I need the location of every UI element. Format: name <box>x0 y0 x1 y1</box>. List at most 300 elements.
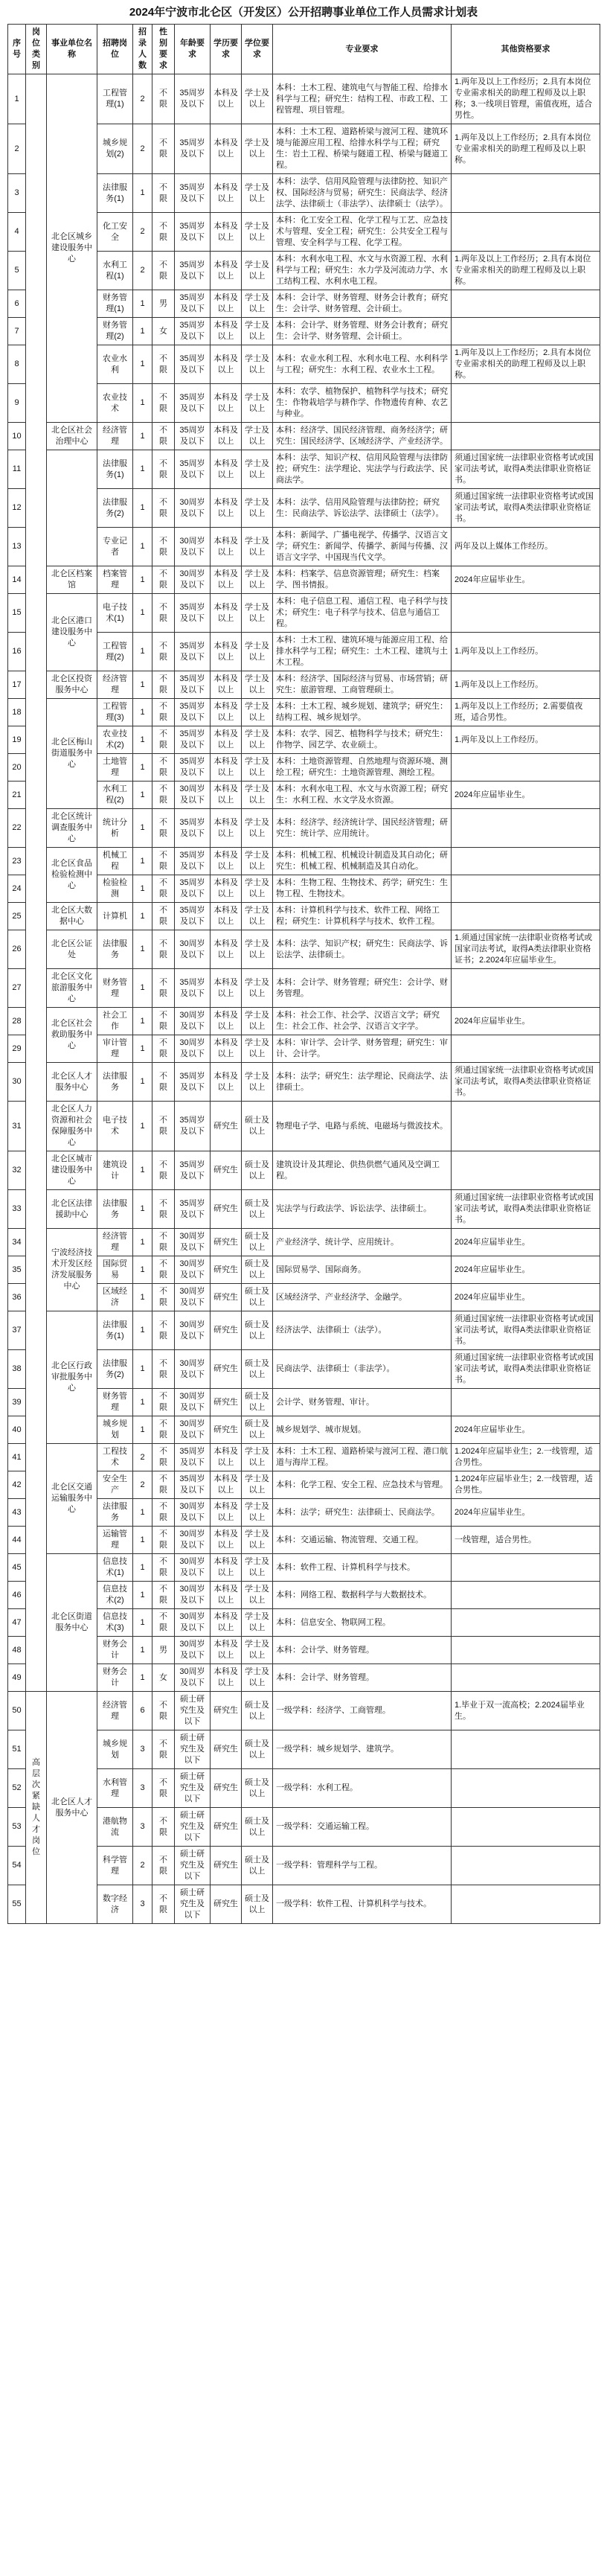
cell-age: 30周岁及以下 <box>175 782 211 809</box>
cell-education: 本科及以上 <box>211 633 242 671</box>
table-row <box>8 1471 600 1499</box>
cell-unit: 北仑区法律援助中心 <box>47 1190 97 1229</box>
cell-education: 本科及以上 <box>211 809 242 848</box>
cell-post: 法律服务(1) <box>97 174 133 213</box>
cell-degree: 学士及以上 <box>242 1471 273 1499</box>
cell-age: 35周岁及以下 <box>175 174 211 213</box>
cell-count: 1 <box>133 671 152 699</box>
cell-post: 水利工程(1) <box>97 252 133 290</box>
table-row <box>8 1063 600 1102</box>
cell-education: 本科及以上 <box>211 174 242 213</box>
table-row <box>8 1035 600 1063</box>
cell-count: 2 <box>133 74 152 124</box>
cell-age: 30周岁及以下 <box>175 1350 211 1389</box>
cell-sex: 不限 <box>152 848 175 875</box>
cell-category: 高层次紧缺人才岗位 <box>26 1692 47 1924</box>
cell-post: 工程管理(2) <box>97 633 133 671</box>
cell-education: 本科及以上 <box>211 1609 242 1637</box>
cell-degree: 硕士及以上 <box>242 1847 273 1885</box>
cell-education: 本科及以上 <box>211 930 242 969</box>
cell-count: 3 <box>133 1885 152 1924</box>
cell-major: 一级学科：软件工程、计算机科学与技术。 <box>273 1885 452 1924</box>
cell-post: 财务管理 <box>97 969 133 1008</box>
cell-unit: 北仑区社会救助服务中心 <box>47 1008 97 1063</box>
cell-other <box>452 594 600 633</box>
cell-post: 法律服务(2) <box>97 489 133 528</box>
cell-education: 研究生 <box>211 1151 242 1190</box>
cell-count: 1 <box>133 489 152 528</box>
cell-no: 24 <box>8 875 26 903</box>
cell-other <box>452 1582 600 1609</box>
cell-education: 本科及以上 <box>211 345 242 384</box>
cell-other <box>452 1885 600 1924</box>
cell-major: 一级学科：交通运输工程。 <box>273 1808 452 1847</box>
cell-degree: 学士及以上 <box>242 726 273 754</box>
table-row <box>8 1416 600 1444</box>
table-row <box>8 489 600 528</box>
cell-degree: 学士及以上 <box>242 174 273 213</box>
cell-age: 30周岁及以下 <box>175 1311 211 1350</box>
cell-unit: 北仑区档案馆 <box>47 566 97 594</box>
cell-major: 本科：法学、信用风险管理与法律防控；研究生：民商法学、诉讼法学、法律硕士（法学）。 <box>273 489 452 528</box>
cell-sex: 不限 <box>152 1885 175 1924</box>
cell-sex: 不限 <box>152 1389 175 1416</box>
cell-no: 54 <box>8 1847 26 1885</box>
cell-no: 2 <box>8 124 26 174</box>
cell-sex: 不限 <box>152 423 175 450</box>
cell-no: 11 <box>8 450 26 489</box>
cell-education: 本科及以上 <box>211 1554 242 1582</box>
cell-count: 1 <box>133 848 152 875</box>
cell-post: 专业记者 <box>97 528 133 566</box>
cell-education: 本科及以上 <box>211 903 242 930</box>
cell-other <box>452 754 600 782</box>
cell-other <box>452 809 600 848</box>
cell-sex: 不限 <box>152 1035 175 1063</box>
cell-other: 一线管理，适合男性。 <box>452 1527 600 1554</box>
cell-other: 2024年应届毕业生。 <box>452 782 600 809</box>
cell-count: 1 <box>133 345 152 384</box>
cell-no: 49 <box>8 1664 26 1692</box>
cell-age: 硕士研究生及以下 <box>175 1847 211 1885</box>
cell-age: 35周岁及以下 <box>175 1151 211 1190</box>
cell-degree: 学士及以上 <box>242 1664 273 1692</box>
table-header-row <box>8 25 600 74</box>
cell-degree: 学士及以上 <box>242 528 273 566</box>
cell-unit: 宁波经济技术开发区经济发展服务中心 <box>47 1229 97 1311</box>
cell-no: 43 <box>8 1499 26 1527</box>
cell-unit: 北仑区街道服务中心 <box>47 1554 97 1692</box>
cell-unit: 北仑区统计调查服务中心 <box>47 809 97 848</box>
cell-count: 2 <box>133 213 152 252</box>
cell-post: 法律服务 <box>97 930 133 969</box>
cell-no: 41 <box>8 1444 26 1471</box>
table-row <box>8 1284 600 1311</box>
cell-age: 35周岁及以下 <box>175 848 211 875</box>
table-row <box>8 174 600 213</box>
cell-education: 本科及以上 <box>211 252 242 290</box>
cell-count: 1 <box>133 1389 152 1416</box>
cell-age: 硕士研究生及以下 <box>175 1730 211 1769</box>
cell-other: 2024年应届毕业生。 <box>452 1008 600 1035</box>
cell-no: 33 <box>8 1190 26 1229</box>
cell-count: 6 <box>133 1692 152 1730</box>
cell-no: 42 <box>8 1471 26 1499</box>
cell-major: 本科：土木工程、建筑电气与智能工程、给排水科学与工程；研究生：结构工程、市政工程、工程管理、项目管理。 <box>273 74 452 124</box>
cell-major: 区域经济学、产业经济学、金融学。 <box>273 1284 452 1311</box>
table-row <box>8 1008 600 1035</box>
cell-no: 9 <box>8 384 26 423</box>
table-row <box>8 252 600 290</box>
header-age: 年龄要求 <box>175 25 211 74</box>
cell-other: 2024年应届毕业生。 <box>452 1284 600 1311</box>
cell-other <box>452 1664 600 1692</box>
table-row <box>8 1847 600 1885</box>
cell-education: 本科及以上 <box>211 1035 242 1063</box>
cell-count: 1 <box>133 290 152 318</box>
cell-age: 35周岁及以下 <box>175 1063 211 1102</box>
cell-no: 37 <box>8 1311 26 1350</box>
cell-no: 55 <box>8 1885 26 1924</box>
cell-age: 硕士研究生及以下 <box>175 1769 211 1808</box>
cell-count: 3 <box>133 1730 152 1769</box>
table-row <box>8 1256 600 1284</box>
cell-major: 宪法学与行政法学、诉讼法学、法律硕士。 <box>273 1190 452 1229</box>
cell-sex: 不限 <box>152 1190 175 1229</box>
cell-count: 1 <box>133 594 152 633</box>
table-row <box>8 1102 600 1151</box>
cell-degree: 硕士及以上 <box>242 1692 273 1730</box>
cell-other <box>452 213 600 252</box>
table-row <box>8 1311 600 1350</box>
cell-no: 22 <box>8 809 26 848</box>
cell-major: 本科：农学、植物保护、植物科学与技术；研究生：作物栽培学与耕作学、作物遗传育种、农艺与种业。 <box>273 384 452 423</box>
cell-no: 4 <box>8 213 26 252</box>
cell-degree: 学士及以上 <box>242 848 273 875</box>
table-row <box>8 318 600 345</box>
cell-age: 35周岁及以下 <box>175 74 211 124</box>
cell-education: 本科及以上 <box>211 1444 242 1471</box>
cell-education: 研究生 <box>211 1692 242 1730</box>
cell-post: 法律服务 <box>97 1190 133 1229</box>
cell-sex: 不限 <box>152 1847 175 1885</box>
cell-no: 51 <box>8 1730 26 1769</box>
cell-other: 1.两年及以上工作经历；2.具有本岗位专业需求相关的助理工程师及以上职称。 <box>452 345 600 384</box>
cell-age: 35周岁及以下 <box>175 384 211 423</box>
cell-count: 1 <box>133 809 152 848</box>
cell-post: 经济管理 <box>97 1692 133 1730</box>
cell-major: 本科：土木工程、道路桥梁与渡河工程、港口航道与海岸工程。 <box>273 1444 452 1471</box>
cell-major: 本科：土地资源管理、自然地理与资源环境、测绘工程；研究生：土地资源管理、测绘工程。 <box>273 754 452 782</box>
cell-no: 23 <box>8 848 26 875</box>
cell-other <box>452 903 600 930</box>
cell-no: 10 <box>8 423 26 450</box>
cell-no: 53 <box>8 1808 26 1847</box>
cell-no: 32 <box>8 1151 26 1190</box>
table-row <box>8 450 600 489</box>
cell-sex: 不限 <box>152 1527 175 1554</box>
cell-education: 本科及以上 <box>211 848 242 875</box>
cell-major: 一级学科：经济学、工商管理。 <box>273 1692 452 1730</box>
table-row <box>8 969 600 1008</box>
cell-no: 27 <box>8 969 26 1008</box>
cell-major: 本科：水利水电工程、水文与水资源工程；研究生：水利工程、水文学及水资源。 <box>273 782 452 809</box>
cell-major: 本科：土木工程、建筑环境与能源应用工程、给排水科学与工程；研究生：土木工程、建筑与土木工程。 <box>273 633 452 671</box>
table-row <box>8 699 600 726</box>
cell-major: 本科：经济学、国民经济管理、商务经济学；研究生：国民经济学、区域经济学、产业经济学。 <box>273 423 452 450</box>
cell-other <box>452 423 600 450</box>
cell-age: 30周岁及以下 <box>175 1256 211 1284</box>
cell-post: 城乡规划 <box>97 1416 133 1444</box>
cell-post: 信息技术(2) <box>97 1582 133 1609</box>
cell-unit: 北仑区港口建设服务中心 <box>47 594 97 671</box>
cell-degree: 学士及以上 <box>242 213 273 252</box>
cell-major: 本科：法学、知识产权、信用风险管理与法律防控；研究生：法学理论、宪法学与行政法学、民商法学。 <box>273 450 452 489</box>
cell-major: 本科：土木工程、城乡规划、建筑学；研究生：结构工程、城乡规划学。 <box>273 699 452 726</box>
cell-degree: 硕士及以上 <box>242 1284 273 1311</box>
cell-age: 35周岁及以下 <box>175 1102 211 1151</box>
cell-sex: 不限 <box>152 74 175 124</box>
cell-no: 12 <box>8 489 26 528</box>
cell-other <box>452 1035 600 1063</box>
table-row <box>8 1527 600 1554</box>
table-row <box>8 848 600 875</box>
cell-no: 40 <box>8 1416 26 1444</box>
cell-age: 35周岁及以下 <box>175 423 211 450</box>
cell-major: 本科：社会工作、社会学、汉语言文学；研究生：社会工作、社会学、汉语言文字学。 <box>273 1008 452 1035</box>
cell-other: 两年及以上媒体工作经历。 <box>452 528 600 566</box>
cell-post: 农业水利 <box>97 345 133 384</box>
cell-education: 本科及以上 <box>211 566 242 594</box>
cell-age: 35周岁及以下 <box>175 726 211 754</box>
cell-age: 30周岁及以下 <box>175 1499 211 1527</box>
cell-post: 法律服务 <box>97 1063 133 1102</box>
cell-count: 3 <box>133 1808 152 1847</box>
table-row <box>8 930 600 969</box>
cell-unit: 北仑区大数据中心 <box>47 903 97 930</box>
cell-other: 2024年应届毕业生。 <box>452 1229 600 1256</box>
cell-count: 1 <box>133 528 152 566</box>
cell-post: 财务会计 <box>97 1637 133 1664</box>
cell-unit: 北仑区公证处 <box>47 930 97 969</box>
cell-post: 区域经济 <box>97 1284 133 1311</box>
cell-degree: 硕士及以上 <box>242 1389 273 1416</box>
cell-other: 1.两年及以上工作经历；2.需要值夜班，适合男性。 <box>452 699 600 726</box>
cell-post: 工程管理(1) <box>97 74 133 124</box>
cell-sex: 女 <box>152 318 175 345</box>
cell-education: 本科及以上 <box>211 1471 242 1499</box>
cell-degree: 硕士及以上 <box>242 1256 273 1284</box>
cell-age: 30周岁及以下 <box>175 1035 211 1063</box>
cell-other <box>452 318 600 345</box>
cell-age: 30周岁及以下 <box>175 1554 211 1582</box>
cell-major: 一级学科：管理科学与工程。 <box>273 1847 452 1885</box>
cell-count: 1 <box>133 1035 152 1063</box>
cell-degree: 学士及以上 <box>242 1582 273 1609</box>
cell-post: 运输管理 <box>97 1527 133 1554</box>
cell-major: 本科：会计学、财务管理、财务会计教育；研究生：会计学、财务管理、会计硕士。 <box>273 318 452 345</box>
cell-age: 30周岁及以下 <box>175 1637 211 1664</box>
cell-education: 本科及以上 <box>211 124 242 174</box>
cell-major: 产业经济学、统计学、应用统计。 <box>273 1229 452 1256</box>
cell-other <box>452 1102 600 1151</box>
cell-other <box>452 1609 600 1637</box>
cell-no: 14 <box>8 566 26 594</box>
cell-sex: 不限 <box>152 1256 175 1284</box>
cell-major: 本科：交通运输、物流管理、交通工程。 <box>273 1527 452 1554</box>
cell-other <box>452 848 600 875</box>
cell-other <box>452 1808 600 1847</box>
cell-age: 35周岁及以下 <box>175 213 211 252</box>
cell-education: 本科及以上 <box>211 528 242 566</box>
table-row <box>8 1350 600 1389</box>
cell-no: 21 <box>8 782 26 809</box>
cell-count: 1 <box>133 1008 152 1035</box>
cell-count: 1 <box>133 782 152 809</box>
cell-education: 本科及以上 <box>211 213 242 252</box>
cell-post: 城乡规划 <box>97 1730 133 1769</box>
header-no: 序号 <box>8 25 26 74</box>
cell-other: 1.两年及以上工作经历；2.具有本岗位专业需求相关的助理工程师及以上职称。 <box>452 252 600 290</box>
cell-sex: 不限 <box>152 1311 175 1350</box>
cell-education: 研究生 <box>211 1730 242 1769</box>
cell-major: 本科：新闻学、广播电视学、传播学、汉语言文学；研究生：新闻学、传播学、新闻与传播、汉语言文字学、中国现当代文学。 <box>273 528 452 566</box>
cell-degree: 学士及以上 <box>242 903 273 930</box>
cell-count: 2 <box>133 1847 152 1885</box>
cell-count: 2 <box>133 1471 152 1499</box>
cell-sex: 不限 <box>152 671 175 699</box>
table-row <box>8 1229 600 1256</box>
cell-education: 研究生 <box>211 1190 242 1229</box>
table-row <box>8 633 600 671</box>
cell-major: 本科：水利水电工程、水文与水资源工程、水利科学与工程；研究生：水力学及河流动力学、水工结构工程、水利水电工程。 <box>273 252 452 290</box>
cell-post: 经济管理 <box>97 1229 133 1256</box>
cell-major: 会计学、财务管理、审计。 <box>273 1389 452 1416</box>
cell-education: 研究生 <box>211 1350 242 1389</box>
cell-post: 电子技术(1) <box>97 594 133 633</box>
cell-degree: 学士及以上 <box>242 1554 273 1582</box>
cell-education: 本科及以上 <box>211 384 242 423</box>
cell-education: 本科及以上 <box>211 594 242 633</box>
cell-sex: 不限 <box>152 930 175 969</box>
cell-education: 研究生 <box>211 1389 242 1416</box>
cell-major: 本科：农学、园艺、植物科学与技术；研究生：作物学、园艺学、农业硕士。 <box>273 726 452 754</box>
cell-post: 信息技术(3) <box>97 1609 133 1637</box>
cell-degree: 学士及以上 <box>242 423 273 450</box>
cell-other <box>452 1847 600 1885</box>
cell-no: 50 <box>8 1692 26 1730</box>
cell-sex: 不限 <box>152 699 175 726</box>
cell-count: 1 <box>133 1151 152 1190</box>
cell-age: 硕士研究生及以下 <box>175 1808 211 1847</box>
cell-sex: 不限 <box>152 594 175 633</box>
cell-count: 1 <box>133 566 152 594</box>
cell-degree: 学士及以上 <box>242 930 273 969</box>
cell-sex: 不限 <box>152 1284 175 1311</box>
cell-major: 本科：法学、信用风险管理与法律防控、知识产权、国际经济与贸易；研究生：民商法学、经济法学、法律硕士（非法学）、法律硕士（法学）。 <box>273 174 452 213</box>
cell-education: 本科及以上 <box>211 726 242 754</box>
cell-age: 30周岁及以下 <box>175 1389 211 1416</box>
cell-education: 研究生 <box>211 1769 242 1808</box>
header-major: 专业要求 <box>273 25 452 74</box>
cell-count: 1 <box>133 699 152 726</box>
cell-age: 30周岁及以下 <box>175 1664 211 1692</box>
cell-no: 25 <box>8 903 26 930</box>
cell-count: 2 <box>133 252 152 290</box>
cell-sex: 不限 <box>152 1609 175 1637</box>
table-row <box>8 384 600 423</box>
cell-sex: 不限 <box>152 726 175 754</box>
cell-degree: 学士及以上 <box>242 699 273 726</box>
cell-education: 本科及以上 <box>211 782 242 809</box>
cell-age: 30周岁及以下 <box>175 1609 211 1637</box>
cell-age: 35周岁及以下 <box>175 252 211 290</box>
cell-count: 1 <box>133 174 152 213</box>
table-row <box>8 726 600 754</box>
cell-age: 35周岁及以下 <box>175 1190 211 1229</box>
table-row <box>8 1499 600 1527</box>
cell-major: 本科：电子信息工程、通信工程、电子科学与技术；研究生：电子科学与技术、信息与通信工程。 <box>273 594 452 633</box>
table-row <box>8 782 600 809</box>
cell-sex: 不限 <box>152 754 175 782</box>
cell-other: 1.2024年应届毕业生；2.一线管理，适合男性。 <box>452 1471 600 1499</box>
cell-other <box>452 875 600 903</box>
cell-no: 34 <box>8 1229 26 1256</box>
table-row <box>8 528 600 566</box>
cell-no: 28 <box>8 1008 26 1035</box>
cell-count: 1 <box>133 1190 152 1229</box>
cell-major: 本科：审计学、会计学、财务管理；研究生：审计、会计学。 <box>273 1035 452 1063</box>
cell-post: 法律服务(1) <box>97 1311 133 1350</box>
cell-degree: 学士及以上 <box>242 124 273 174</box>
cell-sex: 不限 <box>152 809 175 848</box>
cell-education: 研究生 <box>211 1847 242 1885</box>
cell-post: 建筑设计 <box>97 1151 133 1190</box>
cell-degree: 硕士及以上 <box>242 1769 273 1808</box>
cell-age: 30周岁及以下 <box>175 489 211 528</box>
table-row <box>8 1885 600 1924</box>
cell-age: 30周岁及以下 <box>175 1284 211 1311</box>
table-row <box>8 423 600 450</box>
cell-unit: 北仑区人才服务中心 <box>47 1063 97 1102</box>
cell-major: 本科：网络工程、数据科学与大数据技术。 <box>273 1582 452 1609</box>
cell-major: 本科：农业水利工程、水利水电工程、水利科学与工程；研究生：水利工程、农业水土工程。 <box>273 345 452 384</box>
cell-age: 35周岁及以下 <box>175 1444 211 1471</box>
cell-degree: 学士及以上 <box>242 875 273 903</box>
cell-count: 1 <box>133 754 152 782</box>
cell-post: 检验检测 <box>97 875 133 903</box>
cell-major: 本科：法学；研究生：法律硕士、民商法学。 <box>273 1499 452 1527</box>
header-education: 学历要求 <box>211 25 242 74</box>
cell-major: 本科：机械工程、机械设计制造及其自动化；研究生：机械工程、机械制造及其自动化。 <box>273 848 452 875</box>
cell-degree: 学士及以上 <box>242 671 273 699</box>
cell-other: 须通过国家统一法律职业资格考试或国家司法考试，取得A类法律职业资格证书。 <box>452 450 600 489</box>
cell-sex: 女 <box>152 1664 175 1692</box>
cell-degree: 硕士及以上 <box>242 1730 273 1769</box>
table-row <box>8 671 600 699</box>
cell-age: 30周岁及以下 <box>175 930 211 969</box>
cell-degree: 硕士及以上 <box>242 1102 273 1151</box>
table-row <box>8 213 600 252</box>
cell-no: 20 <box>8 754 26 782</box>
cell-post: 土地管理 <box>97 754 133 782</box>
cell-sex: 不限 <box>152 489 175 528</box>
cell-count: 1 <box>133 1499 152 1527</box>
cell-no: 18 <box>8 699 26 726</box>
cell-major: 本科：会计学、财务管理；研究生：会计学、财务管理。 <box>273 969 452 1008</box>
cell-major: 本科：化学工程、安全工程、应急技术与管理。 <box>273 1471 452 1499</box>
cell-no: 29 <box>8 1035 26 1063</box>
